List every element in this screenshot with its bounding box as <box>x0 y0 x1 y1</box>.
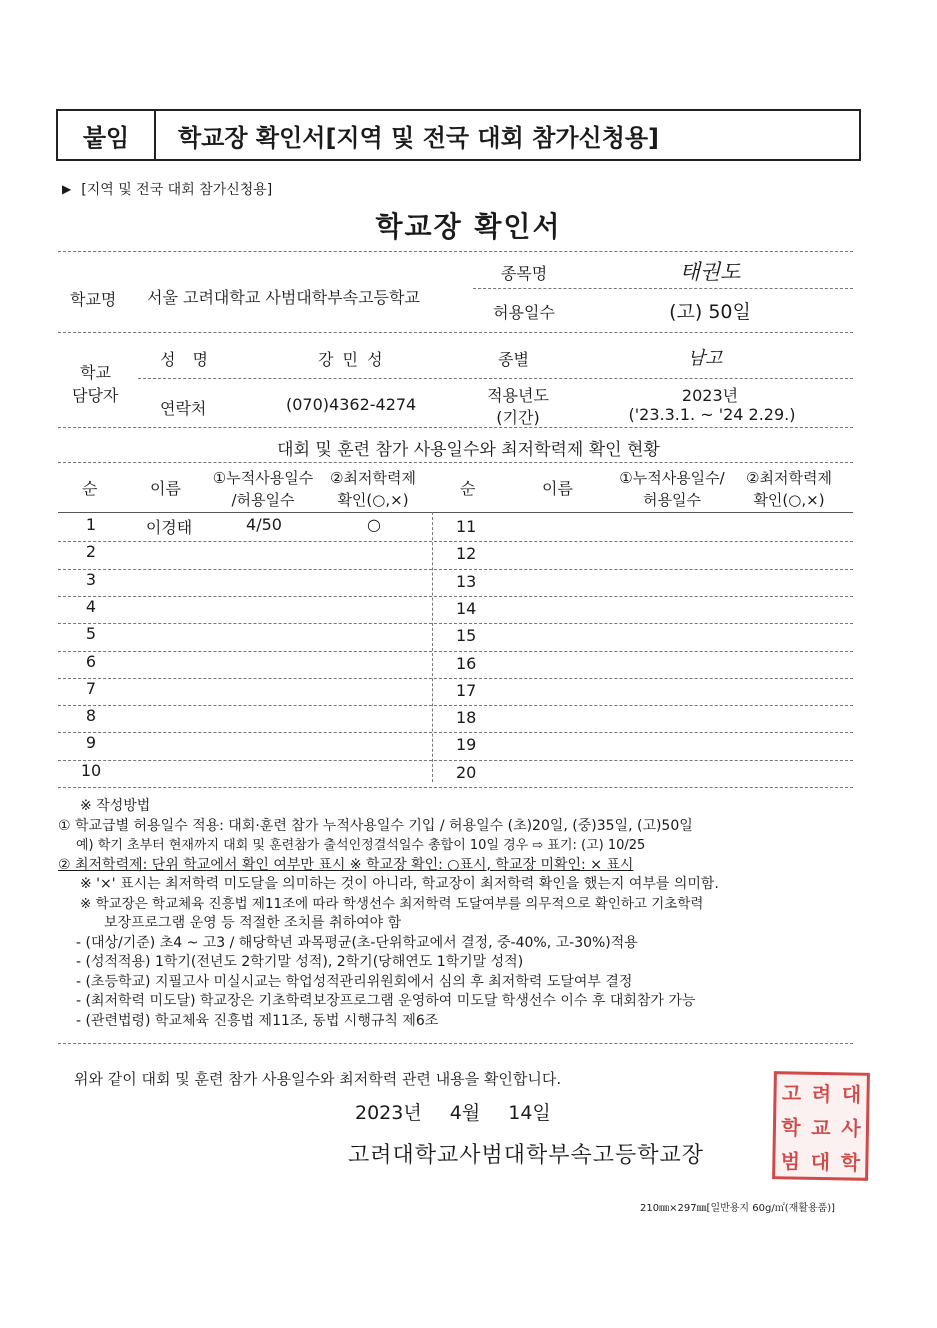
rule-line <box>58 512 853 513</box>
row-divider <box>58 732 853 733</box>
seal-glyph: 교 <box>811 1115 831 1140</box>
attachment-title: 학교장 확인서[지역 및 전국 대회 참가신청용] <box>178 123 660 152</box>
period-value: ('23.3.1. ~ '24 2.29.) <box>628 405 796 424</box>
row-number-left: 6 <box>85 651 97 671</box>
row-number-left: 4 <box>85 596 97 616</box>
row-divider <box>58 541 853 542</box>
header-seq-right: 순 <box>460 479 476 498</box>
principal-signature: 고려대학교사범대학부속고등학교장 <box>348 1143 705 1168</box>
row-number-left: 9 <box>85 733 97 753</box>
row-number-right: 13 <box>456 571 477 591</box>
detail-2: - (성적적용) 1학기(전년도 2학기말 성적), 2학기(당해연도 1학기말 성적) <box>76 954 524 970</box>
rule-line <box>58 332 853 333</box>
header-name-right: 이름 <box>542 479 573 498</box>
header-days-right-2: 허용일수 <box>643 491 701 509</box>
year-label-2: (기간) <box>496 408 540 427</box>
table-caption: 대회 및 훈련 참가 사용일수와 최저학력제 확인 현황 <box>277 440 660 460</box>
subtitle <box>62 179 272 199</box>
header-academic-left-1: ②최저학력제 <box>330 469 416 487</box>
row-divider <box>58 569 853 570</box>
name-value: 강 민 성 <box>318 350 385 369</box>
academic-check: ○ <box>367 515 381 534</box>
notes-heading: ※ 작성방법 <box>80 798 151 814</box>
seal-glyph: 고 <box>781 1080 802 1106</box>
row-number-right: 18 <box>456 708 477 728</box>
row-number-right: 20 <box>456 762 477 782</box>
header-days-left-1: ①누적사용일수 <box>212 469 314 487</box>
seal-glyph: 대 <box>810 1149 831 1174</box>
days-value: (고) 50일 <box>669 301 751 323</box>
rule-line <box>58 427 853 428</box>
row-number-left: 1 <box>85 515 97 534</box>
seal-glyph: 범 <box>780 1148 801 1174</box>
row-number-left: 10 <box>80 760 102 780</box>
attachment-label: 붙임 <box>58 111 156 159</box>
row-divider <box>58 623 853 624</box>
school-seal-stamp <box>772 1071 870 1181</box>
rule-line <box>473 288 853 289</box>
subtitle-text: [지역 및 전국 대회 참가신청용] <box>81 182 273 198</box>
row-number-left: 7 <box>85 678 97 698</box>
row-divider <box>58 705 853 706</box>
note-4b: 보장프로그램 운영 등 적절한 조치를 취하여야 함 <box>104 915 402 931</box>
header-seq-left: 순 <box>82 479 98 498</box>
year-label-1: 적용년도 <box>487 386 549 405</box>
document-title: 학교장 확인서 <box>375 210 562 243</box>
year-value: 2023년 <box>681 386 739 405</box>
row-number-left: 2 <box>85 542 97 562</box>
paper-spec: 210㎜×297㎜[일반용지 60g/㎡(재활용품)] <box>640 1203 836 1214</box>
name-label: 성 명 <box>160 350 214 369</box>
header-academic-right-2: 확인(○,×) <box>753 491 825 509</box>
confirm-statement: 위와 같이 대회 및 훈련 참가 사용일수와 최저학력 관련 내용을 확인합니다. <box>74 1070 562 1088</box>
row-number-left: 8 <box>85 706 97 726</box>
used-days: 4/50 <box>246 515 282 534</box>
detail-1: - (대상/기준) 초4 ~ 고3 / 해당학년 과목평균(초-단위학교에서 결정, 중-40%, 고-30%)적용 <box>76 934 638 951</box>
seal-glyph: 사 <box>841 1115 861 1141</box>
row-number-right: 11 <box>456 517 477 536</box>
row-number-right: 14 <box>456 598 477 618</box>
seal-glyph: 려 <box>811 1081 832 1106</box>
triangle-bullet-icon: ▶ <box>62 182 72 196</box>
row-divider <box>58 678 853 679</box>
rule-line <box>58 251 853 252</box>
note-1: ① 학교급별 허용일수 적용: 대회·훈련 참가 누적사용일수 기입 / 허용일수 (초)20일, (중)35일, (고)50일 <box>58 817 693 834</box>
sport-label: 종목명 <box>500 264 548 283</box>
header-days-left-2: /허용일수 <box>231 491 295 509</box>
header-days-right-1: ①누적사용일수/ <box>619 469 725 487</box>
detail-4: - (최저학력 미도달) 학교장은 기초학력보장프로그램 운영하여 미도달 학생선수 이수 후 대회참가 가능 <box>76 993 696 1009</box>
school-value: 서울 고려대학교 사범대학부속고등학교 <box>147 288 420 307</box>
category-value: 남고 <box>687 348 723 369</box>
manager-label-1: 학교 <box>80 363 111 382</box>
header-academic-right-1: ②최저학력제 <box>746 469 832 487</box>
row-number-left: 5 <box>85 624 97 644</box>
writing-instructions <box>58 797 858 1031</box>
detail-5: - (관련법령) 학교체육 진흥법 제11조, 동법 시행규칙 제6조 <box>76 1012 439 1029</box>
row-number-right: 12 <box>456 544 477 564</box>
row-number-right: 16 <box>456 653 477 673</box>
school-label: 학교명 <box>70 290 117 309</box>
row-number-left: 3 <box>85 569 97 589</box>
sign-date: 2023년 4월 14일 <box>355 1102 551 1124</box>
contact-label: 연락처 <box>160 399 207 418</box>
seal-glyph: 학 <box>840 1149 861 1175</box>
row-divider <box>58 651 853 652</box>
days-label: 허용일수 <box>493 303 555 322</box>
contact-value: (070)4362-4274 <box>286 395 417 414</box>
attachment-header <box>56 109 861 161</box>
detail-3: - (초등학교) 지필고사 미실시교는 학업성적관리위원회에서 심의 후 최저학력 도달여부 결정 <box>76 973 633 990</box>
note-3: ※ '×' 표시는 최저학력 미도달을 의미하는 것이 아니라, 학교장이 최저학력 확인을 했는지 여부를 의미함. <box>80 876 719 892</box>
row-divider <box>58 596 853 597</box>
row-divider <box>58 787 853 788</box>
rule-line <box>58 462 853 463</box>
athlete-name: 이경태 <box>145 518 193 537</box>
sport-value: 태권도 <box>679 260 741 284</box>
manager-label-2: 담당자 <box>72 386 119 405</box>
header-name-left: 이름 <box>150 479 181 498</box>
row-number-right: 15 <box>456 626 477 646</box>
row-number-right: 19 <box>456 735 477 755</box>
header-academic-left-2: 확인(○,×) <box>337 491 409 509</box>
category-label: 종별 <box>498 350 529 369</box>
column-divider <box>432 512 433 782</box>
note-4a: ※ 학교장은 학교체육 진흥법 제11조에 따라 학생선수 최저학력 도달여부를 의무적으로 확인하고 기초학력 <box>80 895 704 912</box>
seal-glyph: 학 <box>781 1114 801 1140</box>
row-divider <box>58 760 853 761</box>
rule-line <box>58 1043 853 1044</box>
seal-glyph: 대 <box>841 1081 862 1107</box>
row-number-right: 17 <box>456 680 477 700</box>
note-2: ② 최저학력제: 단위 학교에서 확인 여부만 표시 ※ 학교장 확인: ○표시, 학교장 미확인: × 표시 <box>58 856 634 873</box>
rule-line <box>138 378 853 379</box>
note-1-example: 예) 학기 초부터 현재까지 대회 및 훈련참가 출석인정결석일수 총합이 10일 경우 ⇨ 표기: (고) 10/25 <box>76 838 646 853</box>
